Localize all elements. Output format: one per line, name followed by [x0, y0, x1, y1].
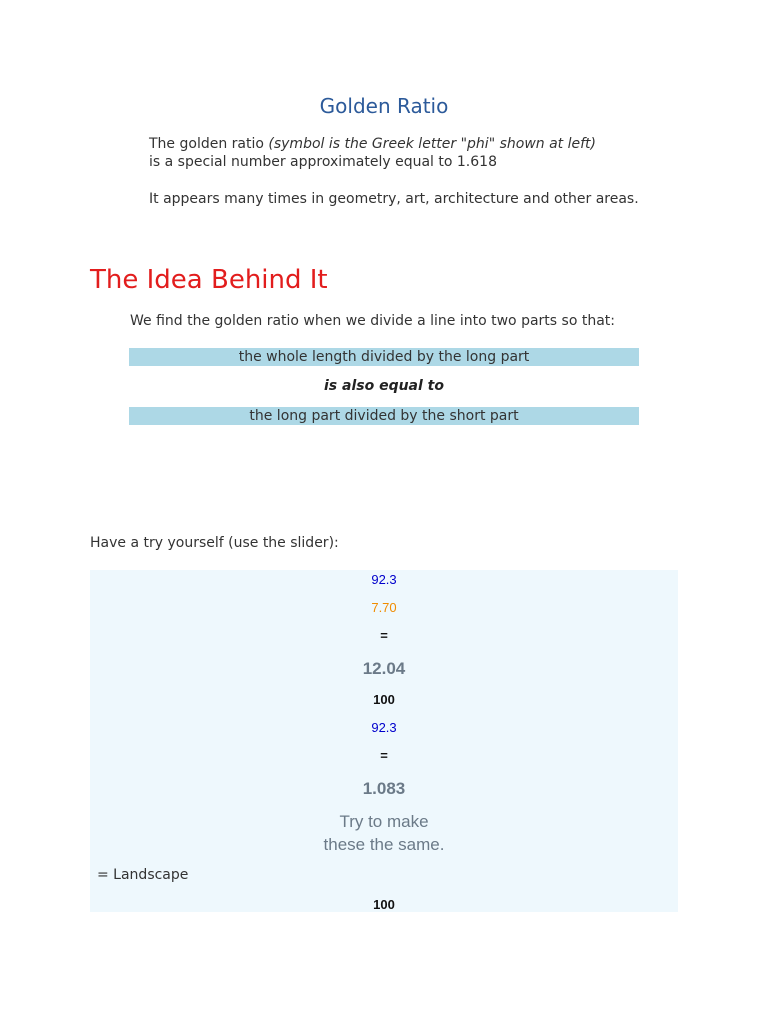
intro-text [149, 135, 596, 171]
ratio2-numerator: 100 [373, 692, 395, 707]
ratio2-denominator: 92.3 [371, 720, 397, 735]
hint-text [90, 810, 678, 856]
intro-line1: The golden ratio [149, 136, 269, 152]
definition-band-whole-long: the whole length divided by the long part [129, 348, 639, 366]
definition-band-long-short: the long part divided by the short part [129, 407, 639, 425]
intro-phi-note: (symbol is the Greek letter "phi" shown at left) [268, 136, 596, 152]
total-length: 100 [373, 897, 395, 912]
ratio1-equals: = [380, 628, 388, 643]
section-paragraph: We find the golden ratio when we divide a line into two parts so that: [130, 313, 615, 329]
ratio1-result: 12.04 [362, 659, 406, 678]
section-heading: The Idea Behind It [90, 265, 328, 295]
ratio2-equals: = [380, 748, 388, 763]
hint-line1: Try to make [339, 812, 429, 831]
page-title: Golden Ratio [319, 94, 449, 118]
calculator-panel [90, 570, 678, 912]
ratio2-result: 1.083 [362, 779, 406, 798]
ratio1-denominator: 7.70 [371, 600, 397, 615]
intro-line2: is a special number approximately equal to 1.618 [149, 154, 497, 170]
try-label: Have a try yourself (use the slider): [90, 535, 339, 551]
orientation-label: = Landscape [97, 867, 189, 883]
hint-line2: these the same. [323, 835, 445, 854]
equal-statement: is also equal to [324, 378, 444, 394]
intro-line3: It appears many times in geometry, art, architecture and other areas. [149, 191, 639, 207]
ratio1-numerator: 92.3 [371, 572, 397, 587]
